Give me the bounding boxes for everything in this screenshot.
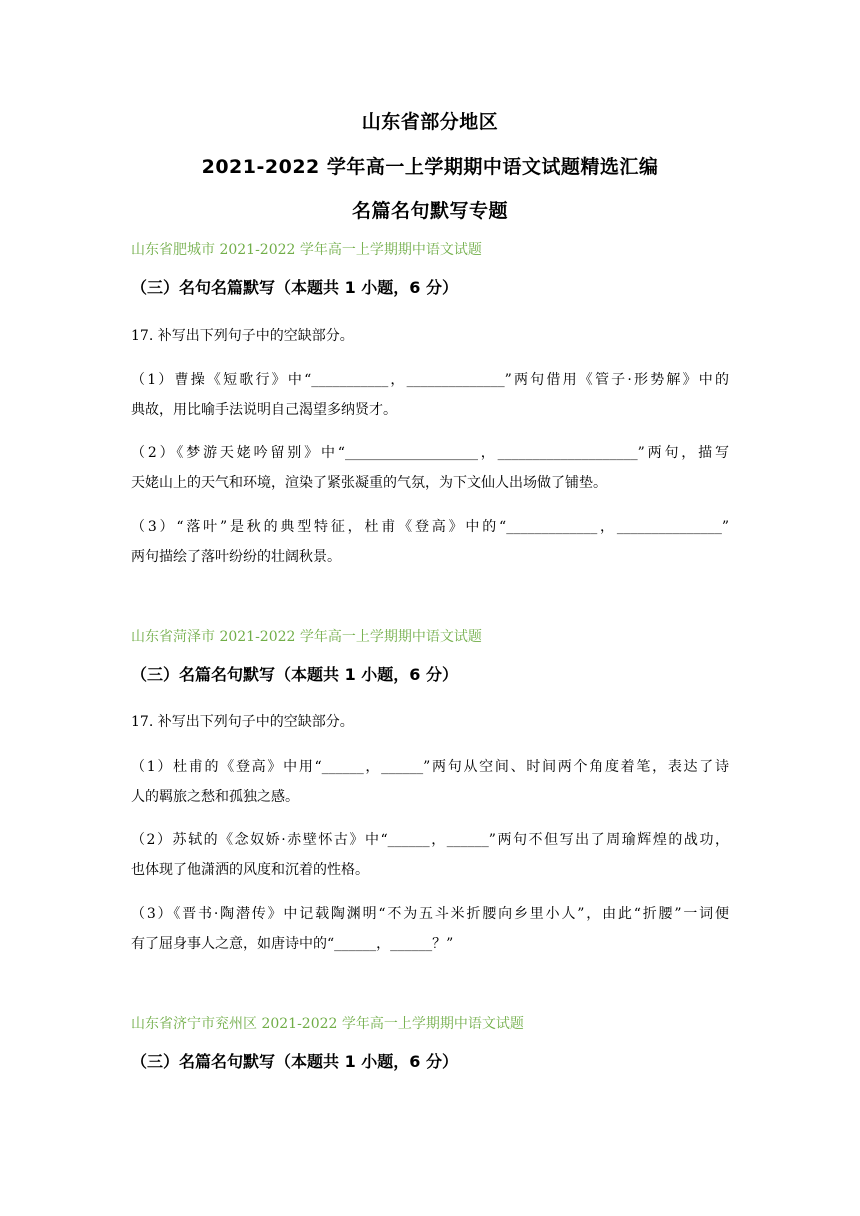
question-item-line: 典故，用比喻手法说明自己渴望多纳贤才。 bbox=[131, 402, 397, 418]
section-source: 山东省济宁市兖州区 2021-2022 学年高一上学期期中语文试题 bbox=[131, 1016, 524, 1032]
section-source: 山东省菏泽市 2021-2022 学年高一上学期期中语文试题 bbox=[131, 629, 482, 645]
question-stem: 17. 补写出下列句子中的空缺部分。 bbox=[131, 714, 354, 730]
section-heading: （三）名篇名句默写（本题共 1 小题，6 分） bbox=[131, 665, 458, 684]
question-item-line: （3）《晋书·陶潜传》中记载陶渊明“不为五斗米折腰向乡里小人”，由此“折腰”一词便 bbox=[131, 906, 729, 922]
section-heading: （三）名篇名句默写（本题共 1 小题，6 分） bbox=[131, 1052, 458, 1071]
question-item-line: （1）杜甫的《登高》中用“______，______”两句从空间、时间两个角度着笔，表达了诗 bbox=[131, 759, 729, 775]
question-item-line: 有了屈身事人之意，如唐诗中的“______，______？” bbox=[131, 936, 454, 952]
doc-title-topic: 名篇名句默写专题 bbox=[351, 200, 508, 222]
question-item-line: （2）《梦游天姥吟留别》中“___________________，____________________”两句，描写 bbox=[131, 445, 729, 461]
question-item-line: 两句描绘了落叶纷纷的壮阔秋景。 bbox=[131, 549, 341, 565]
question-item-line: 人的羁旅之愁和孤独之感。 bbox=[131, 789, 299, 805]
question-item-line: （2）苏轼的《念奴娇·赤壁怀古》中“______，______”两句不但写出了周瑜辉煌的战功， bbox=[131, 832, 729, 848]
doc-title-main: 2021-2022 学年高一上学期期中语文试题精选汇编 bbox=[201, 156, 659, 178]
question-item-line: （3）“落叶”是秋的典型特征，杜甫《登高》中的“_____________，_______________” bbox=[131, 519, 729, 535]
section-heading: （三）名句名篇默写（本题共 1 小题，6 分） bbox=[131, 278, 458, 297]
question-item-line: 也体现了他潇洒的风度和沉着的性格。 bbox=[131, 862, 369, 878]
question-stem: 17. 补写出下列句子中的空缺部分。 bbox=[131, 328, 354, 344]
question-item-line: （1）曹操《短歌行》中“___________，______________”两句借用《管子·形势解》中的 bbox=[131, 372, 729, 388]
section-source: 山东省肥城市 2021-2022 学年高一上学期期中语文试题 bbox=[131, 242, 482, 258]
question-item-line: 天姥山上的天气和环境，渲染了紧张凝重的气氛，为下文仙人出场做了铺垫。 bbox=[131, 475, 607, 491]
doc-title-region: 山东省部分地区 bbox=[361, 111, 499, 133]
